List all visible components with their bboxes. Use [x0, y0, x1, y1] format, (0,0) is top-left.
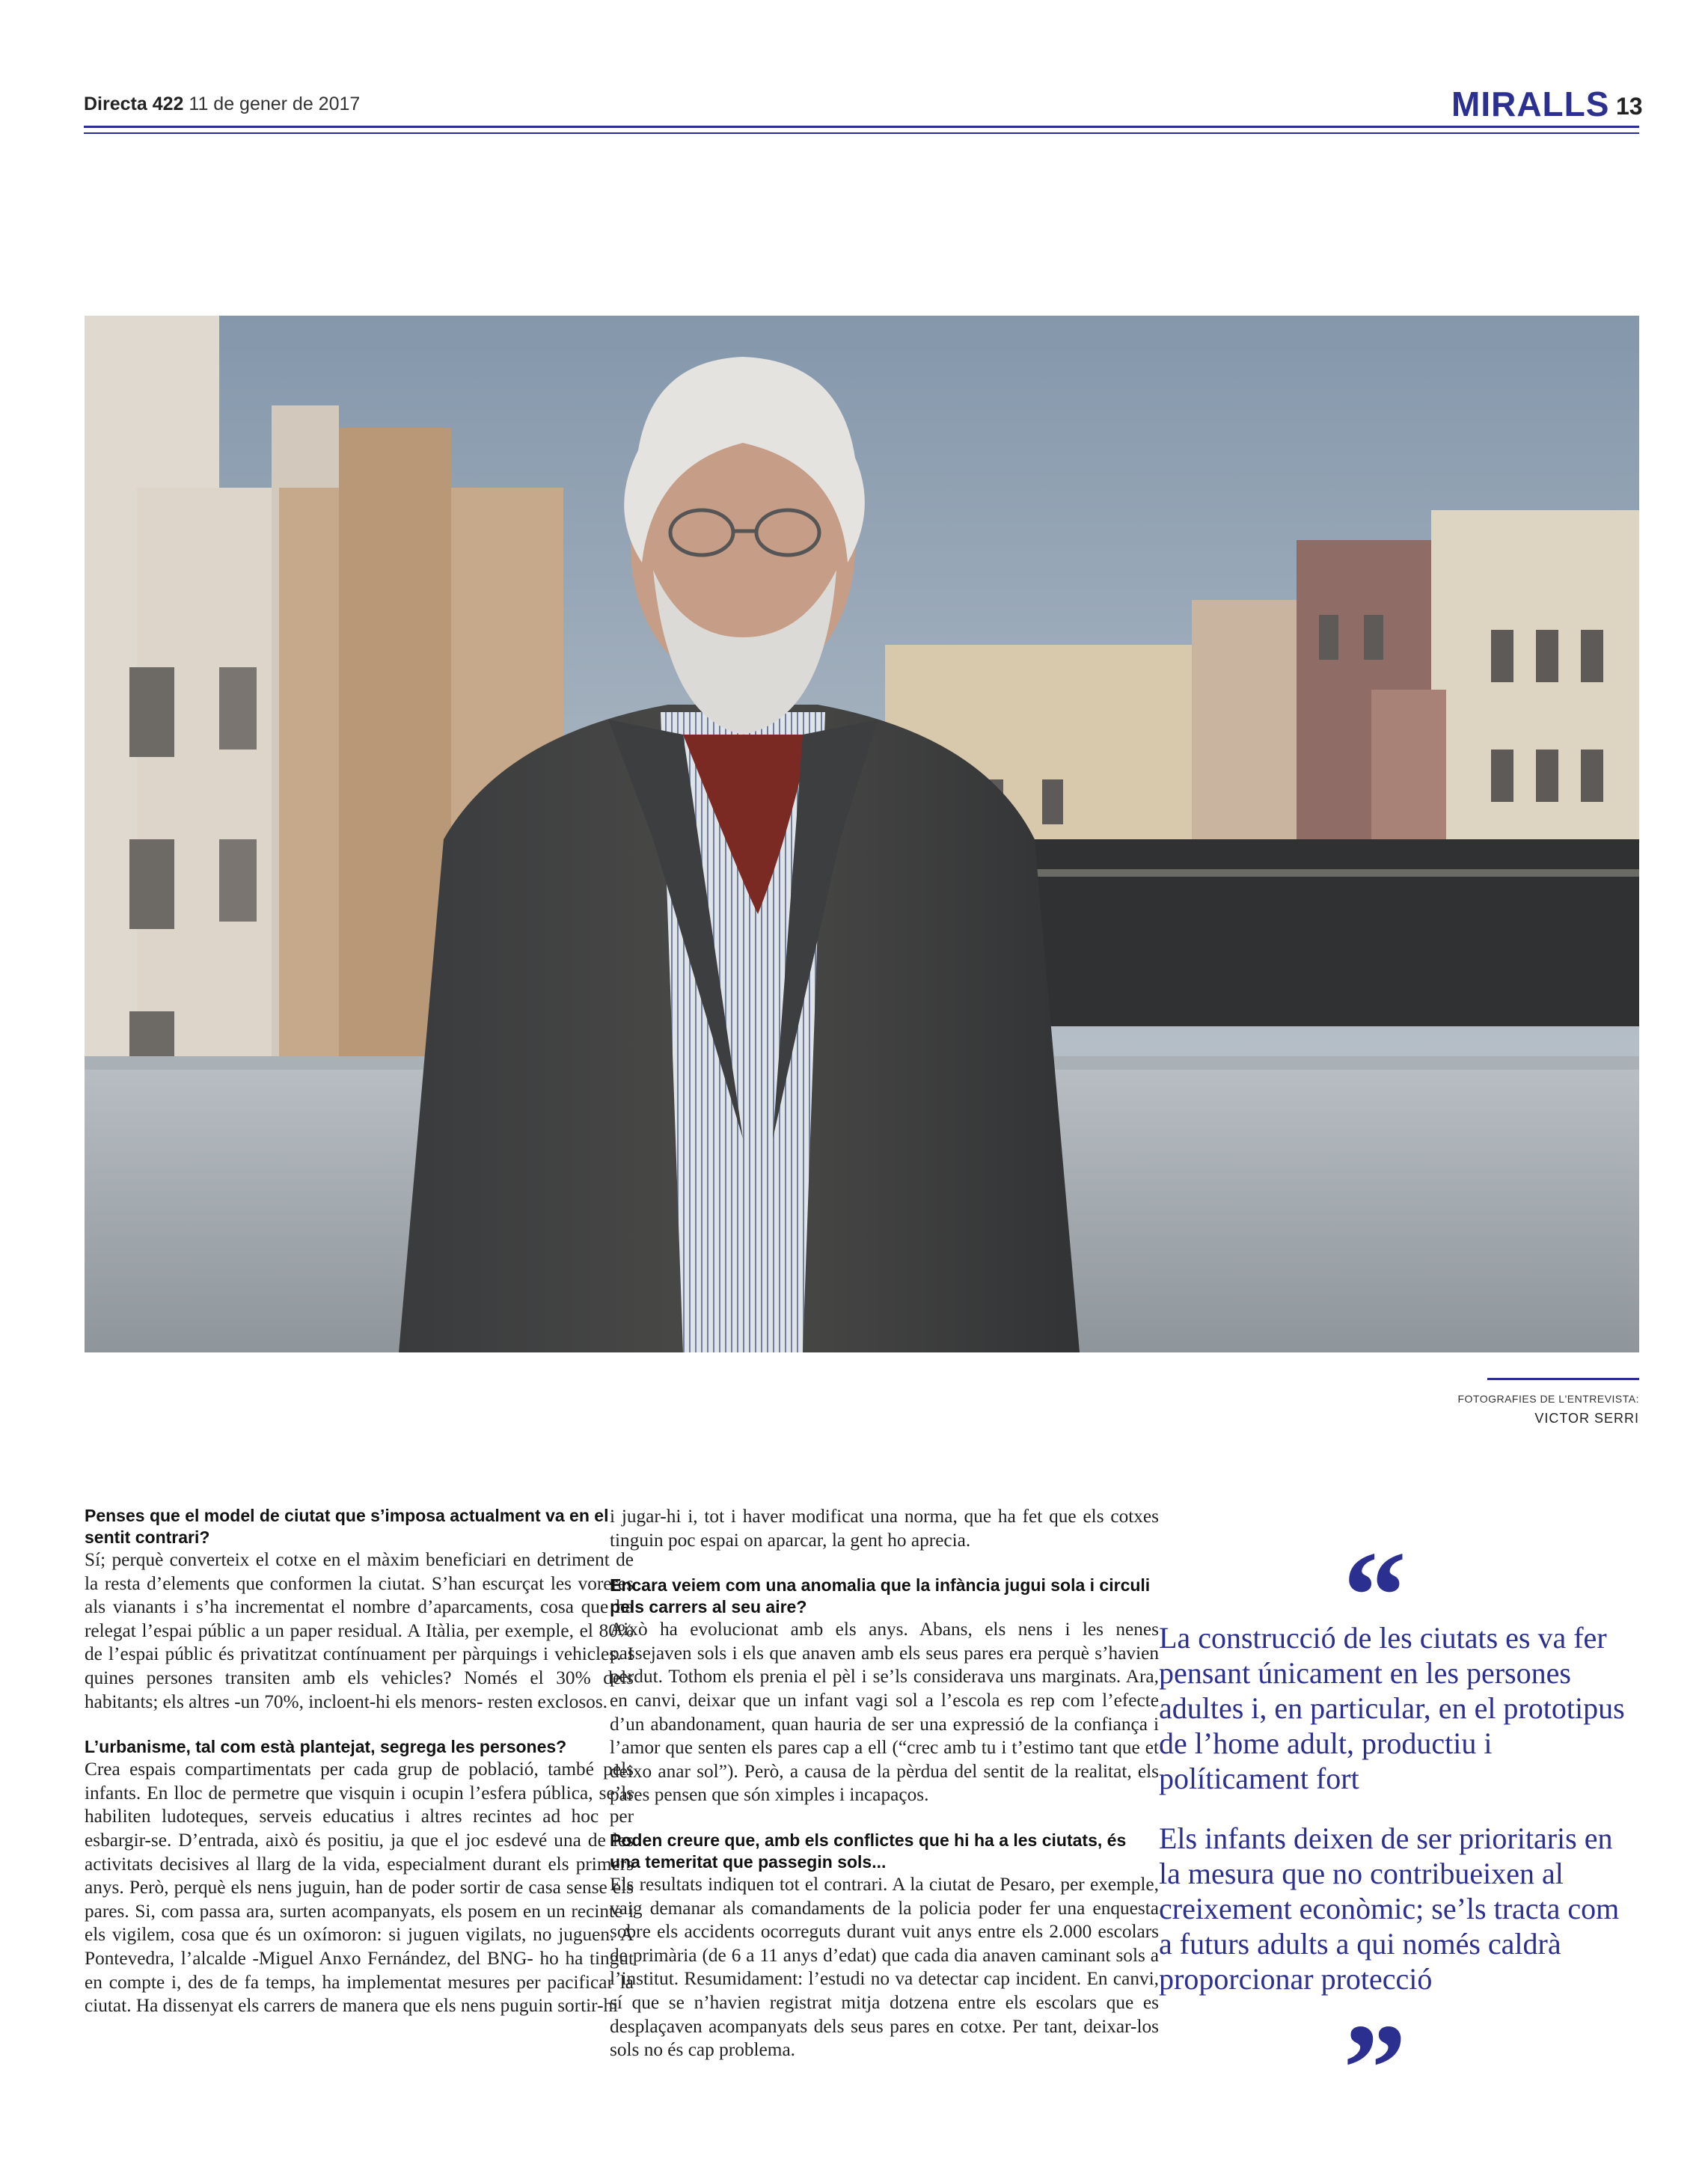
- article-column-1: [85, 1505, 634, 2018]
- pull-quote-second: Els infants deixen de ser prioritaris en la mesura que no contribueixen al creixement econòmic; se’ls tracta com a futurs adults a qui només caldrà proporcionar protecció: [1159, 1821, 1620, 1996]
- open-quote-icon: “: [1343, 1525, 1407, 1666]
- magazine-name: Directa 422: [84, 94, 184, 114]
- portrait-photo: [85, 316, 1639, 1352]
- article-column-2: [610, 1505, 1159, 2062]
- page-number: 13: [1616, 93, 1643, 120]
- interview-answer: Crea espais compartimentats per cada grup de població, també pels infants. En lloc de permetre que visquin i ocupin l’esfera pública, se’ls habiliten ludoteques, serveis educatius i altres recintes ad hoc per esbargir-se. D’entrada, això és positiu, ja que el joc esdevé una de les activitats decisives al llarg de la vida, especialment durant els primers anys. Però, perquè els nens juguin, han de poder sortir de casa sense els pares. Si, com passa ara, surten acompanyats, els posem en un recinte i els vigilem, cosa que és un oxímoron: si juguen vigilats, no juguen. A Pontevedra, l’alcalde -Miguel Anxo Fernández, del BNG- ho ha tingut en compte i, des de fa temps, ha implementat mesures per pacificar la ciutat. Ha dissenyat els carrers de manera que els nens puguin sortir-hi: [85, 1759, 634, 2017]
- interview-question: L’urbanisme, tal com està plantejat, segrega les persones?: [85, 1737, 567, 1757]
- pull-quote-first: La construcció de les ciutats es va fer pensant únicament en les persones adultes i, en particular, en el prototipus de l’home adult, productiu i políticament fort: [1159, 1621, 1625, 1795]
- interview-answer: i jugar-hi i, tot i haver modificat una norma, que ha fet que els cotxes tinguin poc espai on aparcar, la gent ho aprecia.: [610, 1506, 1159, 1551]
- photo-credit-name: VICTOR SERRI: [1534, 1411, 1639, 1426]
- header-rule: [84, 126, 1639, 128]
- close-quote-icon: ”: [1343, 1998, 1407, 2139]
- photo-credit-label: FOTOGRAFIES DE L'ENTREVISTA:: [1457, 1393, 1639, 1405]
- credit-rule: [1487, 1378, 1639, 1380]
- interview-answer: Això ha evolucionat amb els anys. Abans, els nens i les nenes passejaven sols i els que anaven amb els seus pares era perquè s’havien perdut. Tothom els prenia el pèl i se’ls considerava uns marginats. Ara, en canvi, deixar que un infant vagi sol a l’escola es rep com l’efecte d’un abandonament, quan hauria de ser una expressió de la confiança i l’amor que senten els pares cap a ell (“crec amb tu i t’estimo tant que et deixo anar sol”). Però, a causa de la pèrdua del sentit de la realitat, els pares pensen que són ximples i incapaços.: [610, 1619, 1159, 1806]
- issue-date: 11 de gener de 2017: [189, 94, 361, 114]
- section-title: MIRALLS: [1451, 85, 1610, 123]
- header-rule-thin: [84, 132, 1639, 134]
- interview-answer: Els resultats indiquen tot el contrari. A la ciutat de Pesaro, per exemple, vaig demanar als comandaments de la policia poder fer una enquesta sobre els accidents ocorreguts durant vuit anys entre els 2.000 escolars de primària (de 6 a 11 anys d’edat) que cada dia anaven caminant sols a l’institut. Resumidament: l’estudi no va detectar cap incident. En canvi, sí que se n’havien registrat mitja dotzena entre els escolars que es desplaçaven acompanyats dels seus pares en cotxe. Per tant, deixar-los sols no és cap problema.: [610, 1873, 1159, 2061]
- interview-answer: Sí; perquè converteix el cotxe en el màxim beneficiari en detriment de la resta d’elements que conformen la ciutat. S’han escurçat les voreres als vianants i s’ha incrementat el nombre d’aparcaments, cosa que ha relegat l’espai públic a un paper residual. A Itàlia, per exemple, el 80% de l’espai públic és privatitzat contínuament per pàrquings i vehicles. I quines persones transiten amb els vehicles? Només el 30% dels habitants; els altres -un 70%, incloent-hi els menors- resten exclosos.: [85, 1549, 634, 1712]
- interview-question: Poden creure que, amb els conflictes que hi ha a les ciutats, és una temeritat que passegin sols...: [610, 1830, 1127, 1872]
- page-header: [84, 94, 360, 115]
- interview-question: Penses que el model de ciutat que s’imposa actualment va en el sentit contrari?: [85, 1506, 609, 1547]
- interview-question: Encara veiem com una anomalia que la infància jugui sola i circuli pels carrers al seu aire?: [610, 1575, 1151, 1617]
